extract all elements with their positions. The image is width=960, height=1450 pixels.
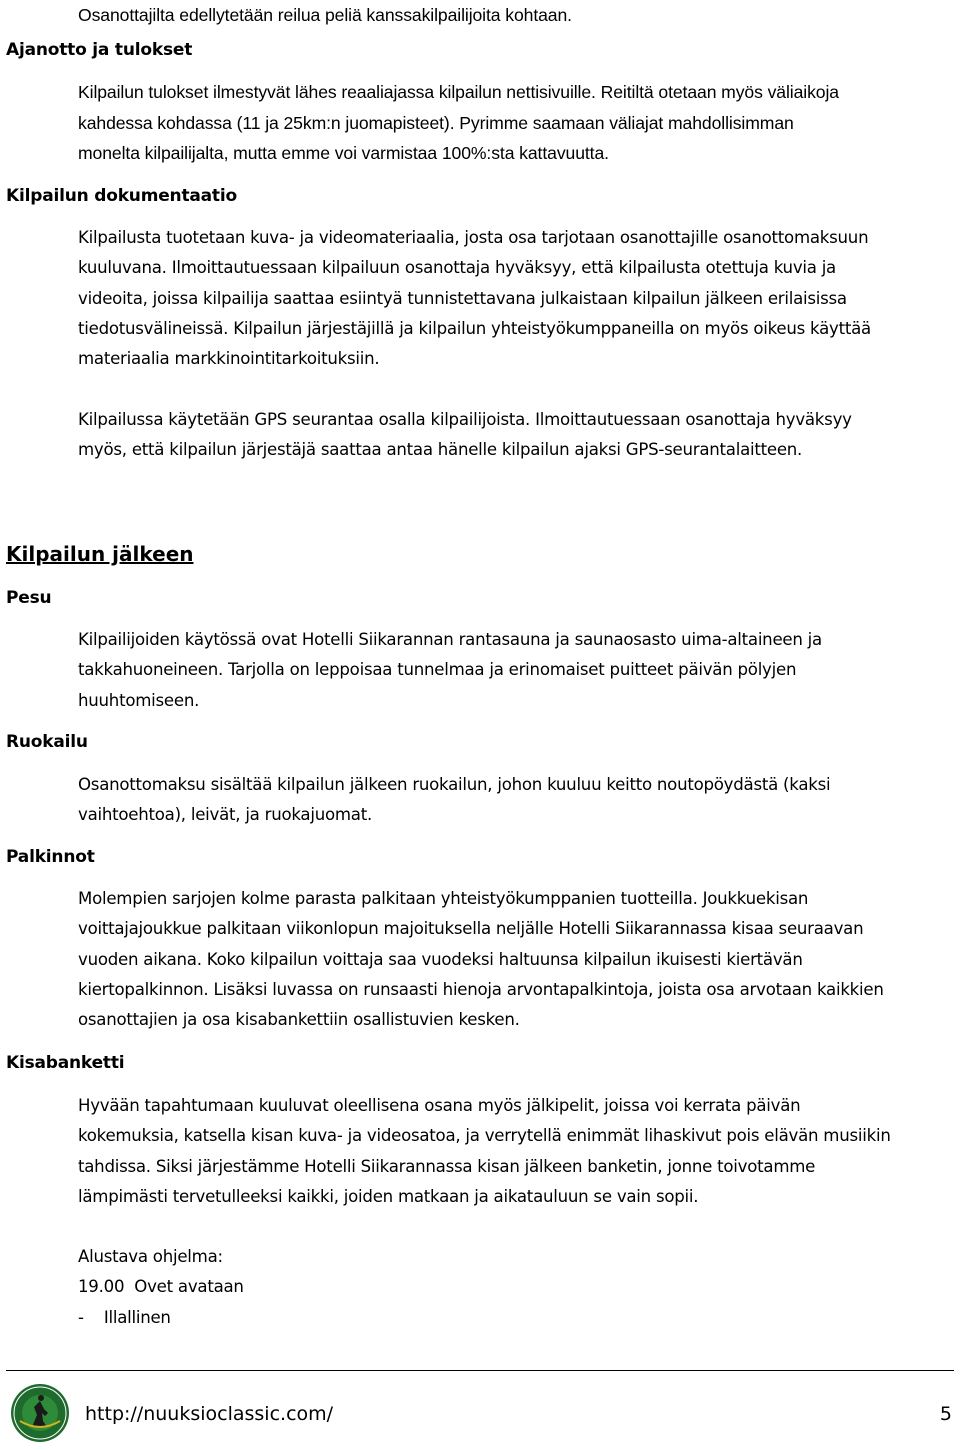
paragraph-line: osanottajien ja osa kisabankettiin osallistuvien kesken. [78, 1010, 520, 1030]
footer-url-link[interactable]: http://nuuksioclassic.com/ [85, 1403, 334, 1425]
program-item: 19.00 Ovet avataan [78, 1277, 244, 1297]
paragraph-line: Kilpailijoiden käytössä ovat Hotelli Siikarannan rantasauna ja saunaosasto uima-altaineen ja [78, 630, 822, 649]
paragraph-line: myös, että kilpailun järjestäjä saattaa antaa hänelle kilpailun ajaksi GPS-seurantalaitteen. [78, 440, 803, 460]
program-title: Alustava ohjelma: [78, 1247, 223, 1266]
heading-palkinnot: Palkinnot [6, 847, 95, 867]
heading-kisabanketti: Kisabanketti [6, 1053, 125, 1073]
paragraph-line: tiedotusvälineissä. Kilpailun järjestäjillä ja kilpailun yhteistyökumppaneilla on myös oikeus käyttää [78, 318, 871, 338]
paragraph-line: tahdissa. Siksi järjestämme Hotelli Siikarannassa kisan jälkeen banketin, jonne toivotamme [78, 1156, 816, 1176]
kisabanketti-paragraph [78, 1091, 958, 1212]
logo-graphic [10, 1383, 70, 1443]
pesu-paragraph [78, 625, 958, 716]
paragraph-line: lämpimästi tervetulleeksi kaikki, joiden matkaan ja aikatauluun se vain sopii. [78, 1186, 699, 1206]
intro-line [78, 0, 958, 31]
paragraph-line: Kilpailun tulokset ilmestyvät lähes reaaliajassa kilpailun nettisivuille. Reitiltä otetaan myös väliaikoja [78, 82, 839, 102]
heading-ruokailu: Ruokailu [6, 732, 88, 752]
paragraph-line: Kilpailusta tuotetaan kuva- ja videomateriaalia, josta osa tarjotaan osanottajille osanottomaksuun [78, 228, 869, 247]
heading-ajanotto: Ajanotto ja tulokset [6, 40, 193, 60]
intro-text: Osanottajilta edellytetään reilua peliä kanssakilpailijoita kohtaan. [78, 5, 572, 25]
paragraph-line: kahdessa kohdassa (11 ja 25km:n juomapisteet). Pyrimme saamaan väliajat mahdollisimman [78, 112, 794, 133]
paragraph-line: huuhtomiseen. [78, 690, 200, 710]
nuuksio-classic-logo-icon [10, 1383, 70, 1443]
logo-figure-head [38, 1395, 44, 1401]
section-heading-jalkeen: Kilpailun jälkeen [6, 542, 194, 566]
paragraph-line: vaihtoehtoa), leivät, ja ruokajuomat. [78, 805, 372, 825]
paragraph-line: kokemuksia, katsella kisan kuva- ja videosatoa, ja verrytellä enimmät lihaskivut pois elävän musiikin [78, 1126, 891, 1146]
paragraph-line: Molempien sarjojen kolme parasta palkitaan yhteistyökumppanien tuotteilla. Joukkuekisan [78, 889, 809, 908]
dokumentaatio-paragraph-2 [78, 405, 958, 466]
ajanotto-paragraph [78, 77, 958, 169]
footer-divider [6, 1370, 954, 1371]
paragraph-line: materiaalia markkinointitarkoituksiin. [78, 349, 380, 369]
program [78, 1242, 958, 1333]
palkinnot-paragraph [78, 884, 958, 1035]
paragraph-line: monelta kilpailijalta, mutta emme voi varmistaa 100%:sta kattavuutta. [78, 143, 609, 163]
program-item: - Illallinen [78, 1307, 171, 1327]
heading-dokumentaatio: Kilpailun dokumentaatio [6, 186, 237, 206]
paragraph-line: kiertopalkinnon. Lisäksi luvassa on runsaasti hienoja arvontapalkintoja, joista osa arvotaan kaikkien [78, 979, 884, 999]
dokumentaatio-paragraph-1 [78, 223, 958, 374]
paragraph-line: Hyvään tapahtumaan kuuluvat oleellisena osana myös jälkipelit, joissa voi kerrata päivän [78, 1096, 801, 1115]
paragraph-line: takkahuoneineen. Tarjolla on leppoisaa tunnelmaa ja erinomaiset puitteet päivän pölyjen [78, 660, 797, 680]
paragraph-line: videoita, joissa kilpailija saattaa esiintyä tunnistettavana julkaistaan kilpailun jälkeen erilaisissa [78, 288, 847, 308]
paragraph-line: vuoden aikana. Koko kilpailun voittaja saa vuodeksi haltuunsa kilpailun ikuisesti kiertävän [78, 949, 803, 969]
ruokailu-paragraph [78, 770, 958, 831]
heading-pesu: Pesu [6, 588, 52, 608]
paragraph-line: voittajajoukkue palkitaan viikonlopun majoituksella neljälle Hotelli Siikarannassa kisaa seuraavan [78, 919, 864, 939]
paragraph-line: kuuluvana. Ilmoittautuessaan kilpailuun osanottaja hyväksyy, että kilpailusta otettuja kuvia ja [78, 258, 836, 278]
paragraph-line: Kilpailussa käytetään GPS seurantaa osalla kilpailijoista. Ilmoittautuessaan osanottaja hyväksyy [78, 410, 852, 429]
paragraph-line: Osanottomaksu sisältää kilpailun jälkeen ruokailun, johon kuuluu keitto noutopöydästä (kaksi [78, 775, 831, 794]
page-number: 5 [939, 1403, 952, 1425]
